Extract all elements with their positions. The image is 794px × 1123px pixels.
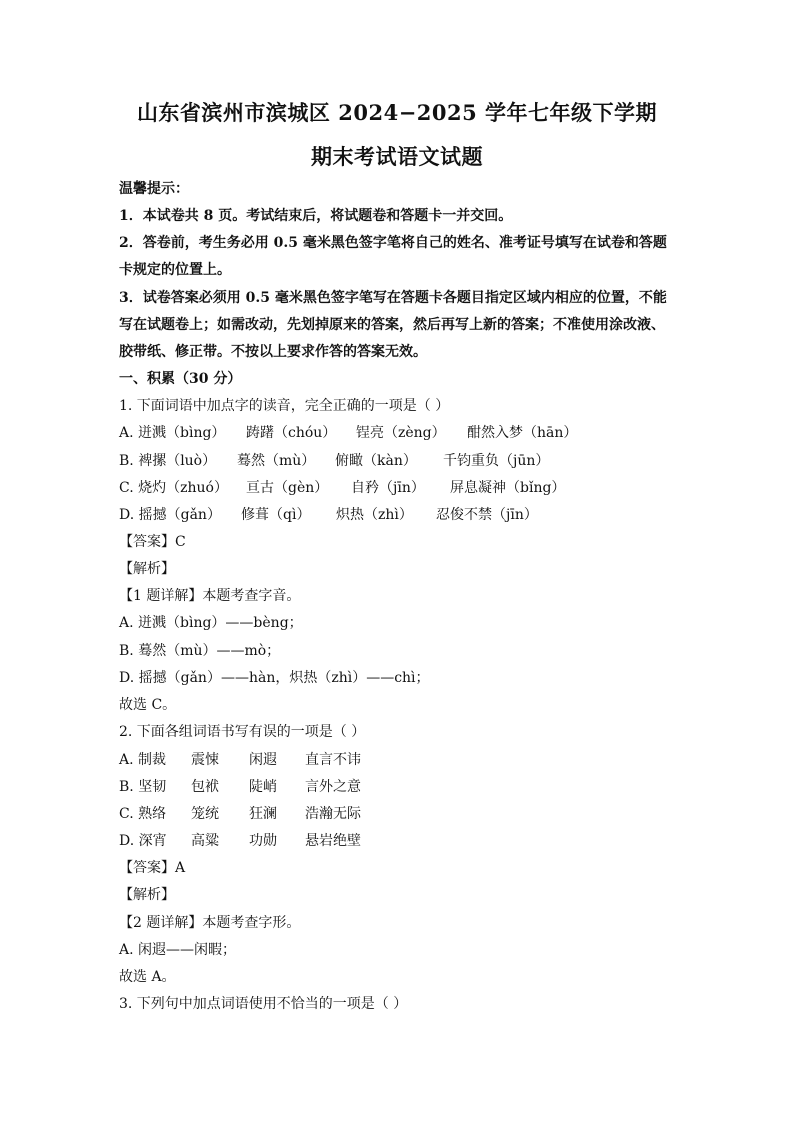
- q1-b-word-1: B. 裨摞（luò）: [119, 453, 217, 469]
- q2-d-word-2: 高粱: [191, 833, 219, 849]
- q1-b-word-3: 俯瞰（kàn）: [335, 453, 417, 469]
- q2-d-word-1: D. 深宵: [119, 833, 167, 849]
- q2-b-word-2: 包袱: [191, 779, 219, 795]
- question-1-stem: 1. 下面词语中加点字的读音，完全正确的一项是（ ）: [119, 398, 450, 414]
- q1-answer: 【答案】C: [119, 534, 186, 550]
- q2-c-word-1: C. 熟络: [119, 806, 167, 822]
- q1-d-word-4: 忍俊不禁（jīn）: [436, 507, 538, 523]
- q1-c-word-4: 屏息凝神（bǐng）: [450, 480, 566, 496]
- q1-b-word-2: 蓦然（mù）: [237, 453, 316, 469]
- q1-analysis-label: 【解析】: [119, 561, 175, 577]
- notice-item-3-line3: 胶带纸、修正带。不按以上要求作答的答案无效。: [119, 344, 427, 360]
- notice-item-3-line1: 3．试卷答案必须用 0.5 毫米黑色签字笔写在答题卡各题目指定区域内相应的位置，不能: [119, 290, 667, 306]
- q2-d-word-4: 悬岩绝壁: [305, 833, 361, 849]
- q2-c-word-4: 浩瀚无际: [305, 806, 361, 822]
- q2-a-word-1: A. 制裁: [119, 752, 167, 768]
- q1-d-word-2: 修葺（qì）: [241, 507, 311, 523]
- q1-d-word-1: D. 摇撼（gǎn）: [119, 507, 221, 523]
- q2-analysis-label: 【解析】: [119, 887, 175, 903]
- q2-b-word-3: 陡峭: [249, 779, 277, 795]
- q1-a-word-4: 酣然入梦（hān）: [467, 425, 578, 441]
- q1-conclusion: 故选 C。: [119, 697, 177, 713]
- q1-c-word-1: C. 烧灼（zhuó）: [119, 480, 228, 496]
- q2-a-word-4: 直言不讳: [305, 752, 361, 768]
- q1-note-b: B. 蓦然（mù）——mò；: [119, 643, 281, 659]
- q2-conclusion: 故选 A。: [119, 969, 176, 985]
- q2-detail: 【2 题详解】本题考查字形。: [119, 915, 301, 931]
- q1-c-word-3: 自矜（jīn）: [351, 480, 425, 496]
- q2-c-word-2: 笼统: [191, 806, 219, 822]
- notice-item-2-line1: 2．答卷前，考生务必用 0.5 毫米黑色签字笔将自己的姓名、准考证号填写在试卷和答题: [119, 235, 667, 251]
- q1-a-word-3: 锃亮（zèng）: [356, 425, 446, 441]
- question-2-stem: 2. 下面各组词语书写有误的一项是（ ）: [119, 724, 366, 740]
- q1-a-word-2: 踌躇（chóu）: [246, 425, 337, 441]
- q2-a-word-2: 震悚: [191, 752, 219, 768]
- question-3-stem: 3. 下列句中加点词语使用不恰当的一项是（ ）: [119, 996, 408, 1012]
- notice-item-2-line2: 卡规定的位置上。: [119, 262, 231, 278]
- q2-b-word-1: B. 坚韧: [119, 779, 167, 795]
- exam-title-line2: 期末考试语文试题: [311, 144, 483, 169]
- q2-c-word-3: 狂澜: [249, 806, 277, 822]
- q1-note-d: D. 摇撼（gǎn）——hàn，炽热（zhì）——chì；: [119, 670, 430, 686]
- q1-note-a: A. 迸溅（bìng）——bèng；: [119, 615, 303, 631]
- q1-b-word-4: 千钧重负（jūn）: [443, 453, 550, 469]
- q1-a-word-1: A. 迸溅（bìng）: [119, 425, 226, 441]
- exam-title-line1: 山东省滨州市滨城区 2024−2025 学年七年级下学期: [136, 100, 658, 125]
- q2-answer: 【答案】A: [119, 860, 186, 876]
- notice-heading: 温馨提示：: [119, 181, 189, 197]
- q2-note-a: A. 闲遐——闲暇；: [119, 942, 237, 958]
- q1-d-word-3: 炽热（zhì）: [336, 507, 413, 523]
- q1-c-word-2: 亘古（gèn）: [246, 480, 329, 496]
- notice-item-1: 1．本试卷共 8 页。考试结束后，将试题卷和答题卡一并交回。: [119, 208, 513, 224]
- q1-detail: 【1 题详解】本题考查字音。: [119, 588, 301, 604]
- notice-item-3-line2: 写在试题卷上；如需改动，先划掉原来的答案，然后再写上新的答案；不准使用涂改液、: [119, 317, 665, 333]
- section-heading: 一、积累（30 分）: [119, 371, 242, 387]
- q2-a-word-3: 闲遐: [249, 752, 277, 768]
- q2-b-word-4: 言外之意: [305, 779, 361, 795]
- q2-d-word-3: 功勋: [249, 833, 277, 849]
